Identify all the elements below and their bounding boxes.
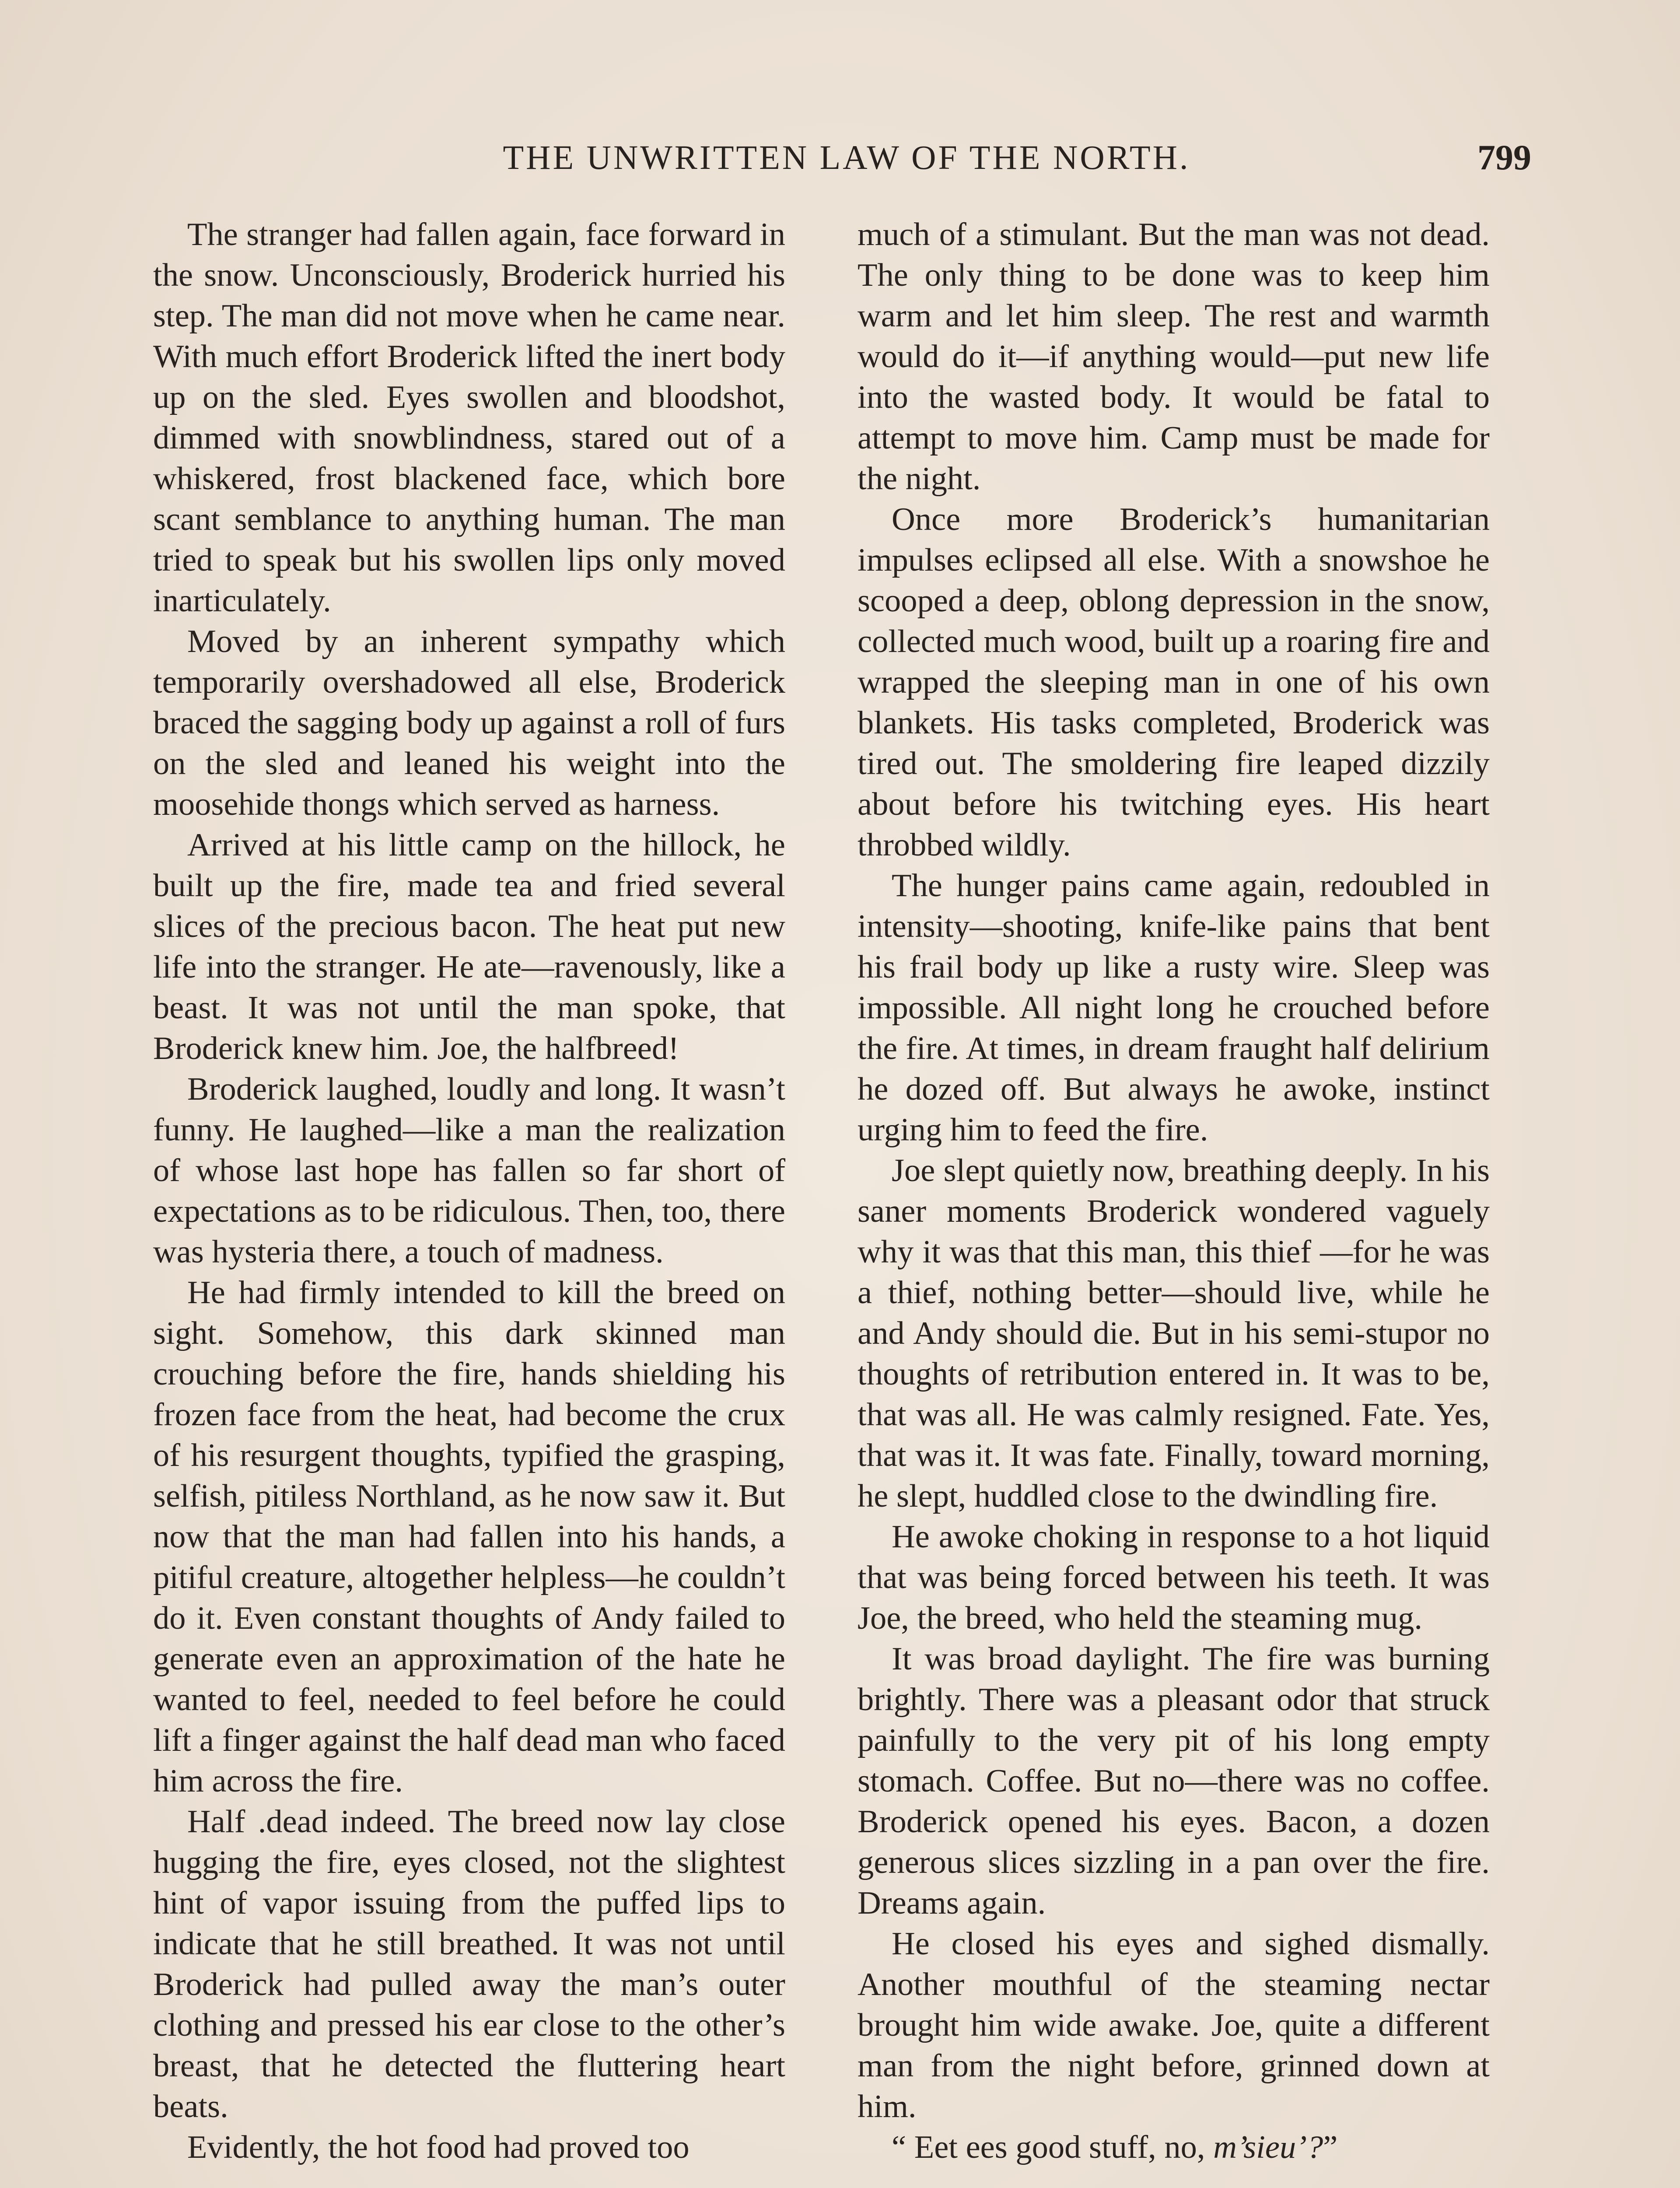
paragraph: Evidently, the hot food had proved too [187,2129,690,2165]
paragraph: It was broad daylight. The fire was burning brightly. There was a pleasant odor that struck painfully to the very pit of his long empty stomach. Coffee. But no—there was no coffee. Broderick opened his eyes. Bacon, a dozen generous slices sizzling in a pan over the fire. Dreams again. [858,1641,1490,1921]
text-column-left [153,214,785,2168]
paragraph: Moved by an inherent sympathy which temporarily overshadowed all else, Broderick braced the sagging body up against a roll of furs on the sled and leaned his weight into the moosehide thongs which served as harness. [153,624,785,822]
paragraph: He had firmly intended to kill the breed on sight. Somehow, this dark skinned man crouching before the fire, hands shielding his frozen face from the heat, had become the crux of his resurgent thoughts, typified the grasping, selfish, pitiless Northland, as he now saw it. But now that the man had fallen into his hands, a pitiful creature, altogether helpless—he couldn’t do it. Even constant thoughts of Andy failed to generate even an approximation of the hate he wanted to feel, needed to feel before he could lift a finger against the half dead man who faced him across the fire. [153,1275,785,1799]
paragraph: The stranger had fallen again, face forward in the snow. Unconsciously, Broderick hurried his step. The man did not move when he came near. With much effort Broderick lifted the inert body up on the sled. Eyes swollen and bloodshot, dimmed with snowblindness, stared out of a whiskered, frost blackened face, which bore scant semblance to anything human. The man tried to speak but his swollen lips only moved inarticulately. [153,217,785,619]
paragraph: Arrived at his little camp on the hillock, he built up the fire, made tea and fried several slices of the precious bacon. The heat put new life into the stranger. He ate—ravenously, like a beast. It was not until the man spoke, that Broderick knew him. Joe, the halfbreed! [153,827,785,1066]
dialogue-line [858,2127,1490,2168]
paragraph: Broderick laughed, loudly and long. It wasn’t funny. He laughed—like a man the realization of whose last hope has fallen so far short of expectations as to be ridiculous. Then, too, there was hysteria there, a touch of madness. [153,1071,785,1270]
running-header [162,131,1531,184]
page-number: 799 [1477,137,1531,177]
paragraph: He closed his eyes and sighed dismally. Another mouthful of the steaming nectar brought him wide awake. Joe, quite a different man from the night before, grinned down at him. [858,1926,1490,2125]
dialogue-close: ” [1323,2129,1338,2165]
running-title: THE UNWRITTEN LAW OF THE NORTH. [503,138,1190,176]
paragraph: Joe slept quietly now, breathing deeply. In his saner moments Broderick wondered vaguely why it was that this man, this thief —for he was a thief, nothing better—should live, while he and Andy should die. But in his semi-stupor no thoughts of retribution entered in. It was to be, that was all. He was calmly resigned. Fate. Yes, that was it. It was fate. Finally, toward morning, he slept, huddled close to the dwindling fire. [858,1153,1490,1514]
paragraph-continued: much of a stimulant. But the man was not dead. The only thing to be done was to keep him warm and let him sleep. The rest and warmth would do it—if anything would—put new life into the wasted body. It would be fatal to attempt to move him. Camp must be made for the night. [858,217,1490,497]
paragraph: He awoke choking in response to a hot liquid that was being forced between his teeth. It was Joe, the breed, who held the steaming mug. [858,1519,1490,1636]
paragraph: Half .dead indeed. The breed now lay close hugging the fire, eyes closed, not the slightest hint of vapor issuing from the puffed lips to indicate that he still breathed. It was not until Broderick had pulled away the man’s outer clothing and pressed his ear close to the other’s breast, that he detected the fluttering heart beats. [153,1804,785,2125]
dialogue-text: “ Eet ees good stuff, no, [892,2129,1214,2165]
paragraph: The hunger pains came again, redoubled in intensity—shooting, knife-like pains that bent his frail body up like a rusty wire. Sleep was impossible. All night long he crouched before the fire. At times, in dream fraught half delirium he dozed off. But always he awoke, instinct urging him to feed the fire. [858,868,1490,1148]
dialogue-italic: m’sieu’? [1213,2129,1323,2165]
text-column-right [858,214,1490,2168]
paragraph: Once more Broderick’s humanitarian impulses eclipsed all else. With a snowshoe he scooped a deep, oblong depression in the snow, collected much wood, built up a roaring fire and wrapped the sleeping man in one of his own blankets. His tasks completed, Broderick was tired out. The smoldering fire leaped dizzily about before his twitching eyes. His heart throbbed wildly. [858,501,1490,863]
